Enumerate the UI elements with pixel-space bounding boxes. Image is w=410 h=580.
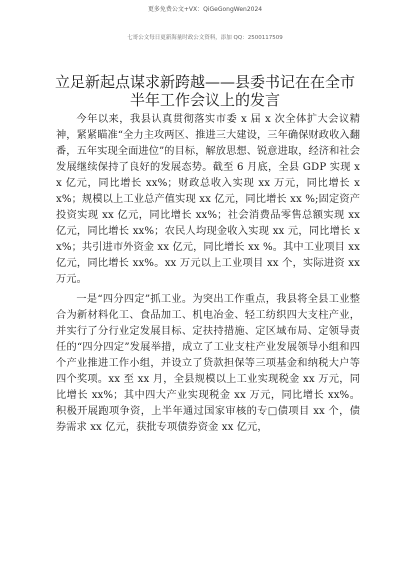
- header-note: 七哥公文每日更新海量时政公文资料，添加 QQ：2500117509: [127, 35, 283, 41]
- document-title-line-1: 立足新起点谋求新跨越——县委书记在在全市: [54, 73, 355, 91]
- top-note: 更多免费公文+VX：QiGeGongWen2024: [147, 6, 263, 13]
- paragraph-industry: 一是“四分四定”抓工业。为突出工作重点，我县将全县工业整合为新材料化工、食品加工、机电冶金、轻工纺织四大支柱产业，并实行了分行业定发展目标、定扶持措施、定区域布局、定领导责任的“四分四定”发展举措，成立了工业支柱产业发展领导小组和四个产业推进工作小组，并设立了贷款担保等三项基金和纳税大户等四个奖项。xx 至 xx 月，全县规模以上工业实现税金 xx 万元，同比增长 xx%；其中四大产业实现税金 xx 万元，同比增长 xx%。积极开展跑项争资，上半年通过国家审核的专□债项目 xx 个，债券需求 xx 亿元，获批专项债券资金 xx 亿元，: [56, 294, 360, 433]
- paragraph-intro: 今年以来，我县认真贯彻落实市委 x 届 x 次全体扩大会议精神，紧紧瞄准“全力主攻两区、推进三大建设，三年确保财政收入翻番，五年实现全面进位”的目标，解放思想、锐意进取，经济和社会发展继续保持了良好的发展态势。截至 6 月底，全县 GDP 实现 xx 亿元，同比增长 xx%；财政总收入实现 xx 万元，同比增长 xx%；规模以上工业总产值实现 xx 亿元，同比增长 xx %;固定资产投资实现 xx 亿元，同比增长 xx%；社会消费品零售总额实现 xx 亿元，同比增长 xx%；农民人均现金收入实现 xx 元，同比增长 xx%；共引进市外资金 xx 亿元，同比增长 xx %。其中工业项目 xx 亿元，同比增长 xx%。xx 万元以上工业项目 xx 个，实际进资 xx 万元。: [56, 114, 360, 285]
- top-banner: [0, 0, 410, 12]
- document-title-line-2: 半年工作会议上的发言: [129, 91, 280, 109]
- document-body: [56, 112, 360, 436]
